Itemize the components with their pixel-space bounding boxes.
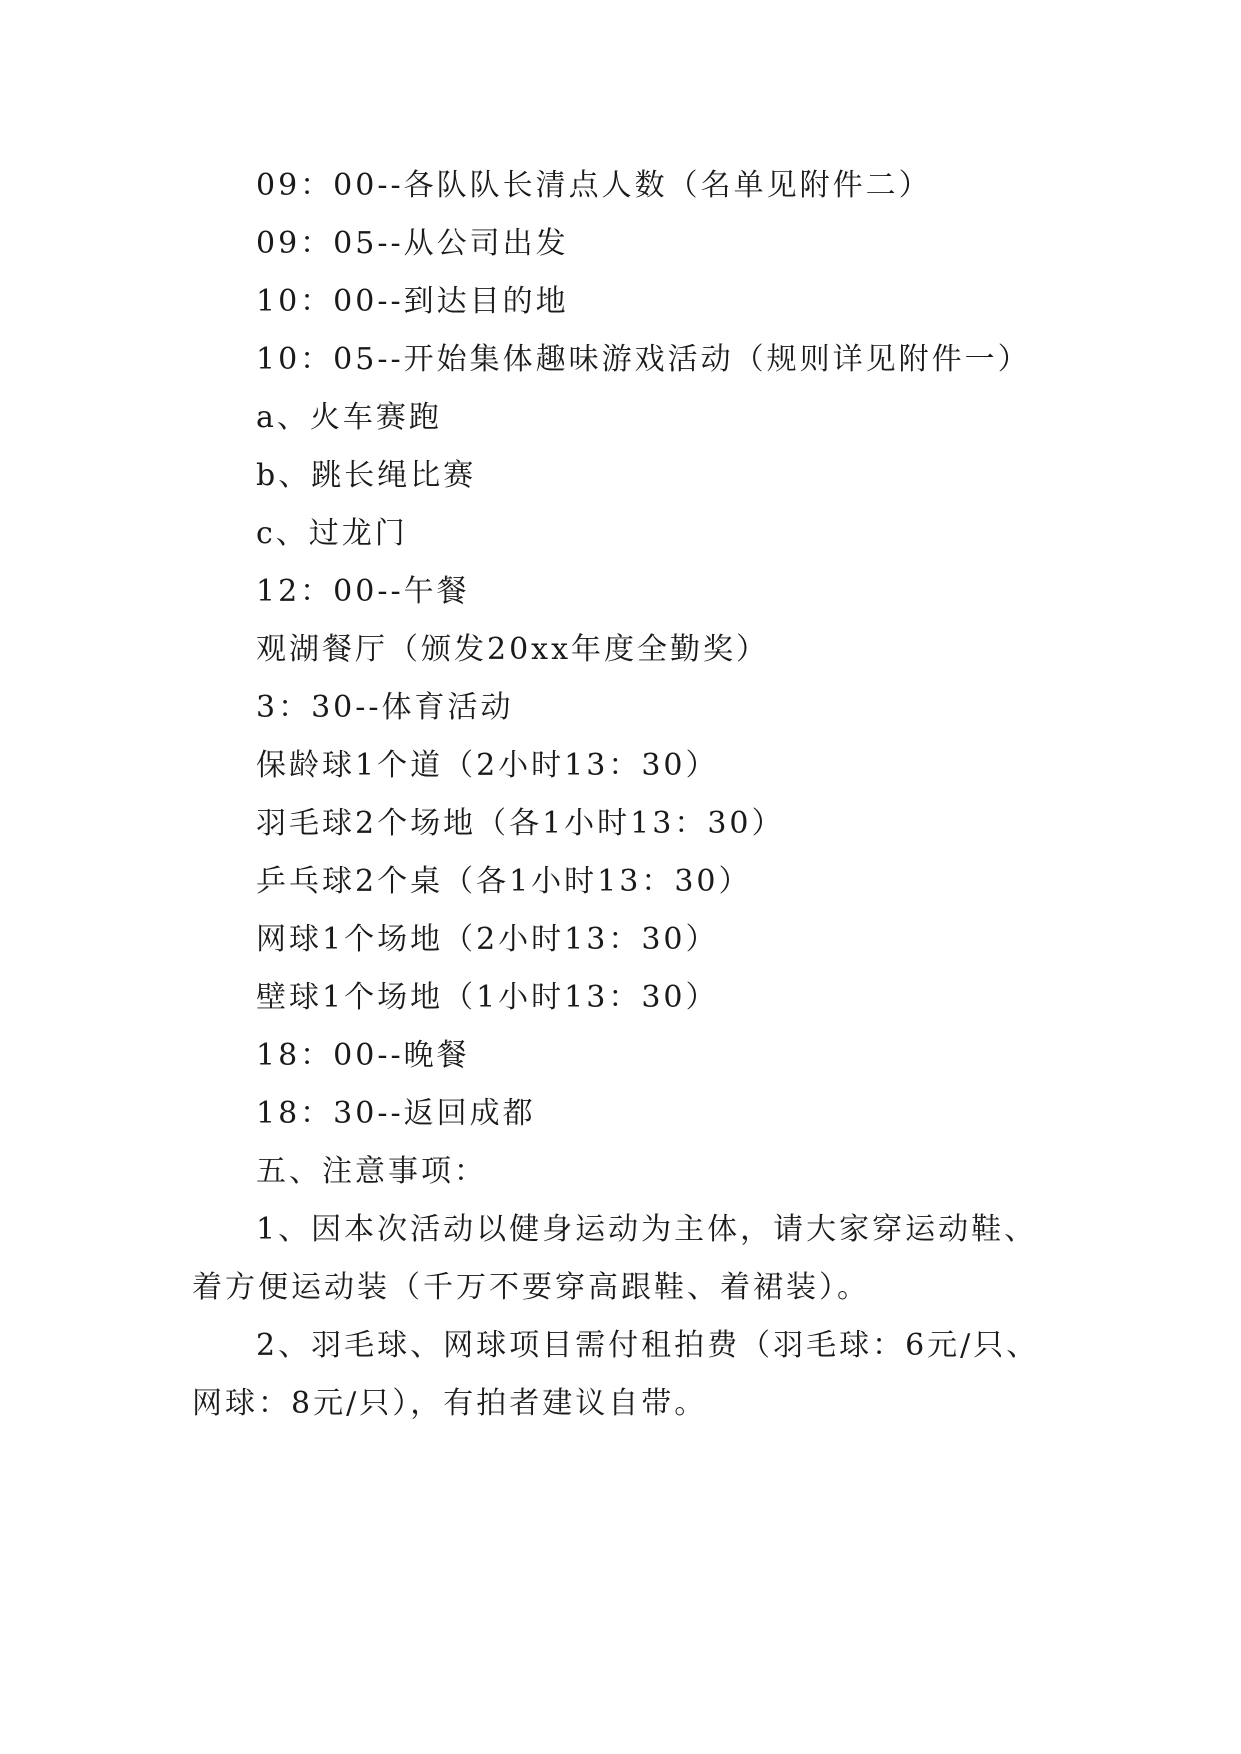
schedule-line: 18：30--返回成都	[256, 1096, 536, 1131]
schedule-line: 10：00--到达目的地	[256, 284, 569, 319]
schedule-line: c、过龙门	[256, 516, 408, 551]
schedule-line: 乒乓球2个桌（各1小时13：30）	[256, 864, 752, 899]
schedule-line: 羽毛球2个场地（各1小时13：30）	[256, 806, 785, 841]
schedule-line: 网球1个场地（2小时13：30）	[256, 922, 719, 957]
schedule-line: a、火车赛跑	[256, 400, 442, 435]
schedule-line: 09：00--各队队长清点人数（名单见附件二）	[256, 168, 932, 203]
schedule-line: 09：05--从公司出发	[256, 226, 569, 261]
schedule-line: 3：30--体育活动	[256, 690, 514, 725]
note-item-2-line-1: 2、羽毛球、网球项目需付租拍费（羽毛球：6元/只、	[256, 1328, 1040, 1363]
schedule-line: 10：05--开始集体趣味游戏活动（规则详见附件一）	[256, 342, 1031, 377]
schedule-line: 观湖餐厅（颁发20xx年度全勤奖）	[256, 632, 770, 667]
schedule-line: 12：00--午餐	[256, 574, 470, 609]
notes-heading: 五、注意事项：	[256, 1154, 487, 1189]
schedule-line: 18：00--晚餐	[256, 1038, 470, 1073]
note-item-1-line-2: 着方便运动装（千万不要穿高跟鞋、着裙装）。	[192, 1270, 870, 1305]
note-item-1-line-1: 1、因本次活动以健身运动为主体，请大家穿运动鞋、	[256, 1212, 1038, 1247]
schedule-line: b、跳长绳比赛	[256, 458, 477, 493]
schedule-line: 保龄球1个道（2小时13：30）	[256, 748, 719, 783]
schedule-line: 壁球1个场地（1小时13：30）	[256, 980, 719, 1015]
note-item-2-line-2: 网球：8元/只），有拍者建议自带。	[192, 1386, 708, 1421]
